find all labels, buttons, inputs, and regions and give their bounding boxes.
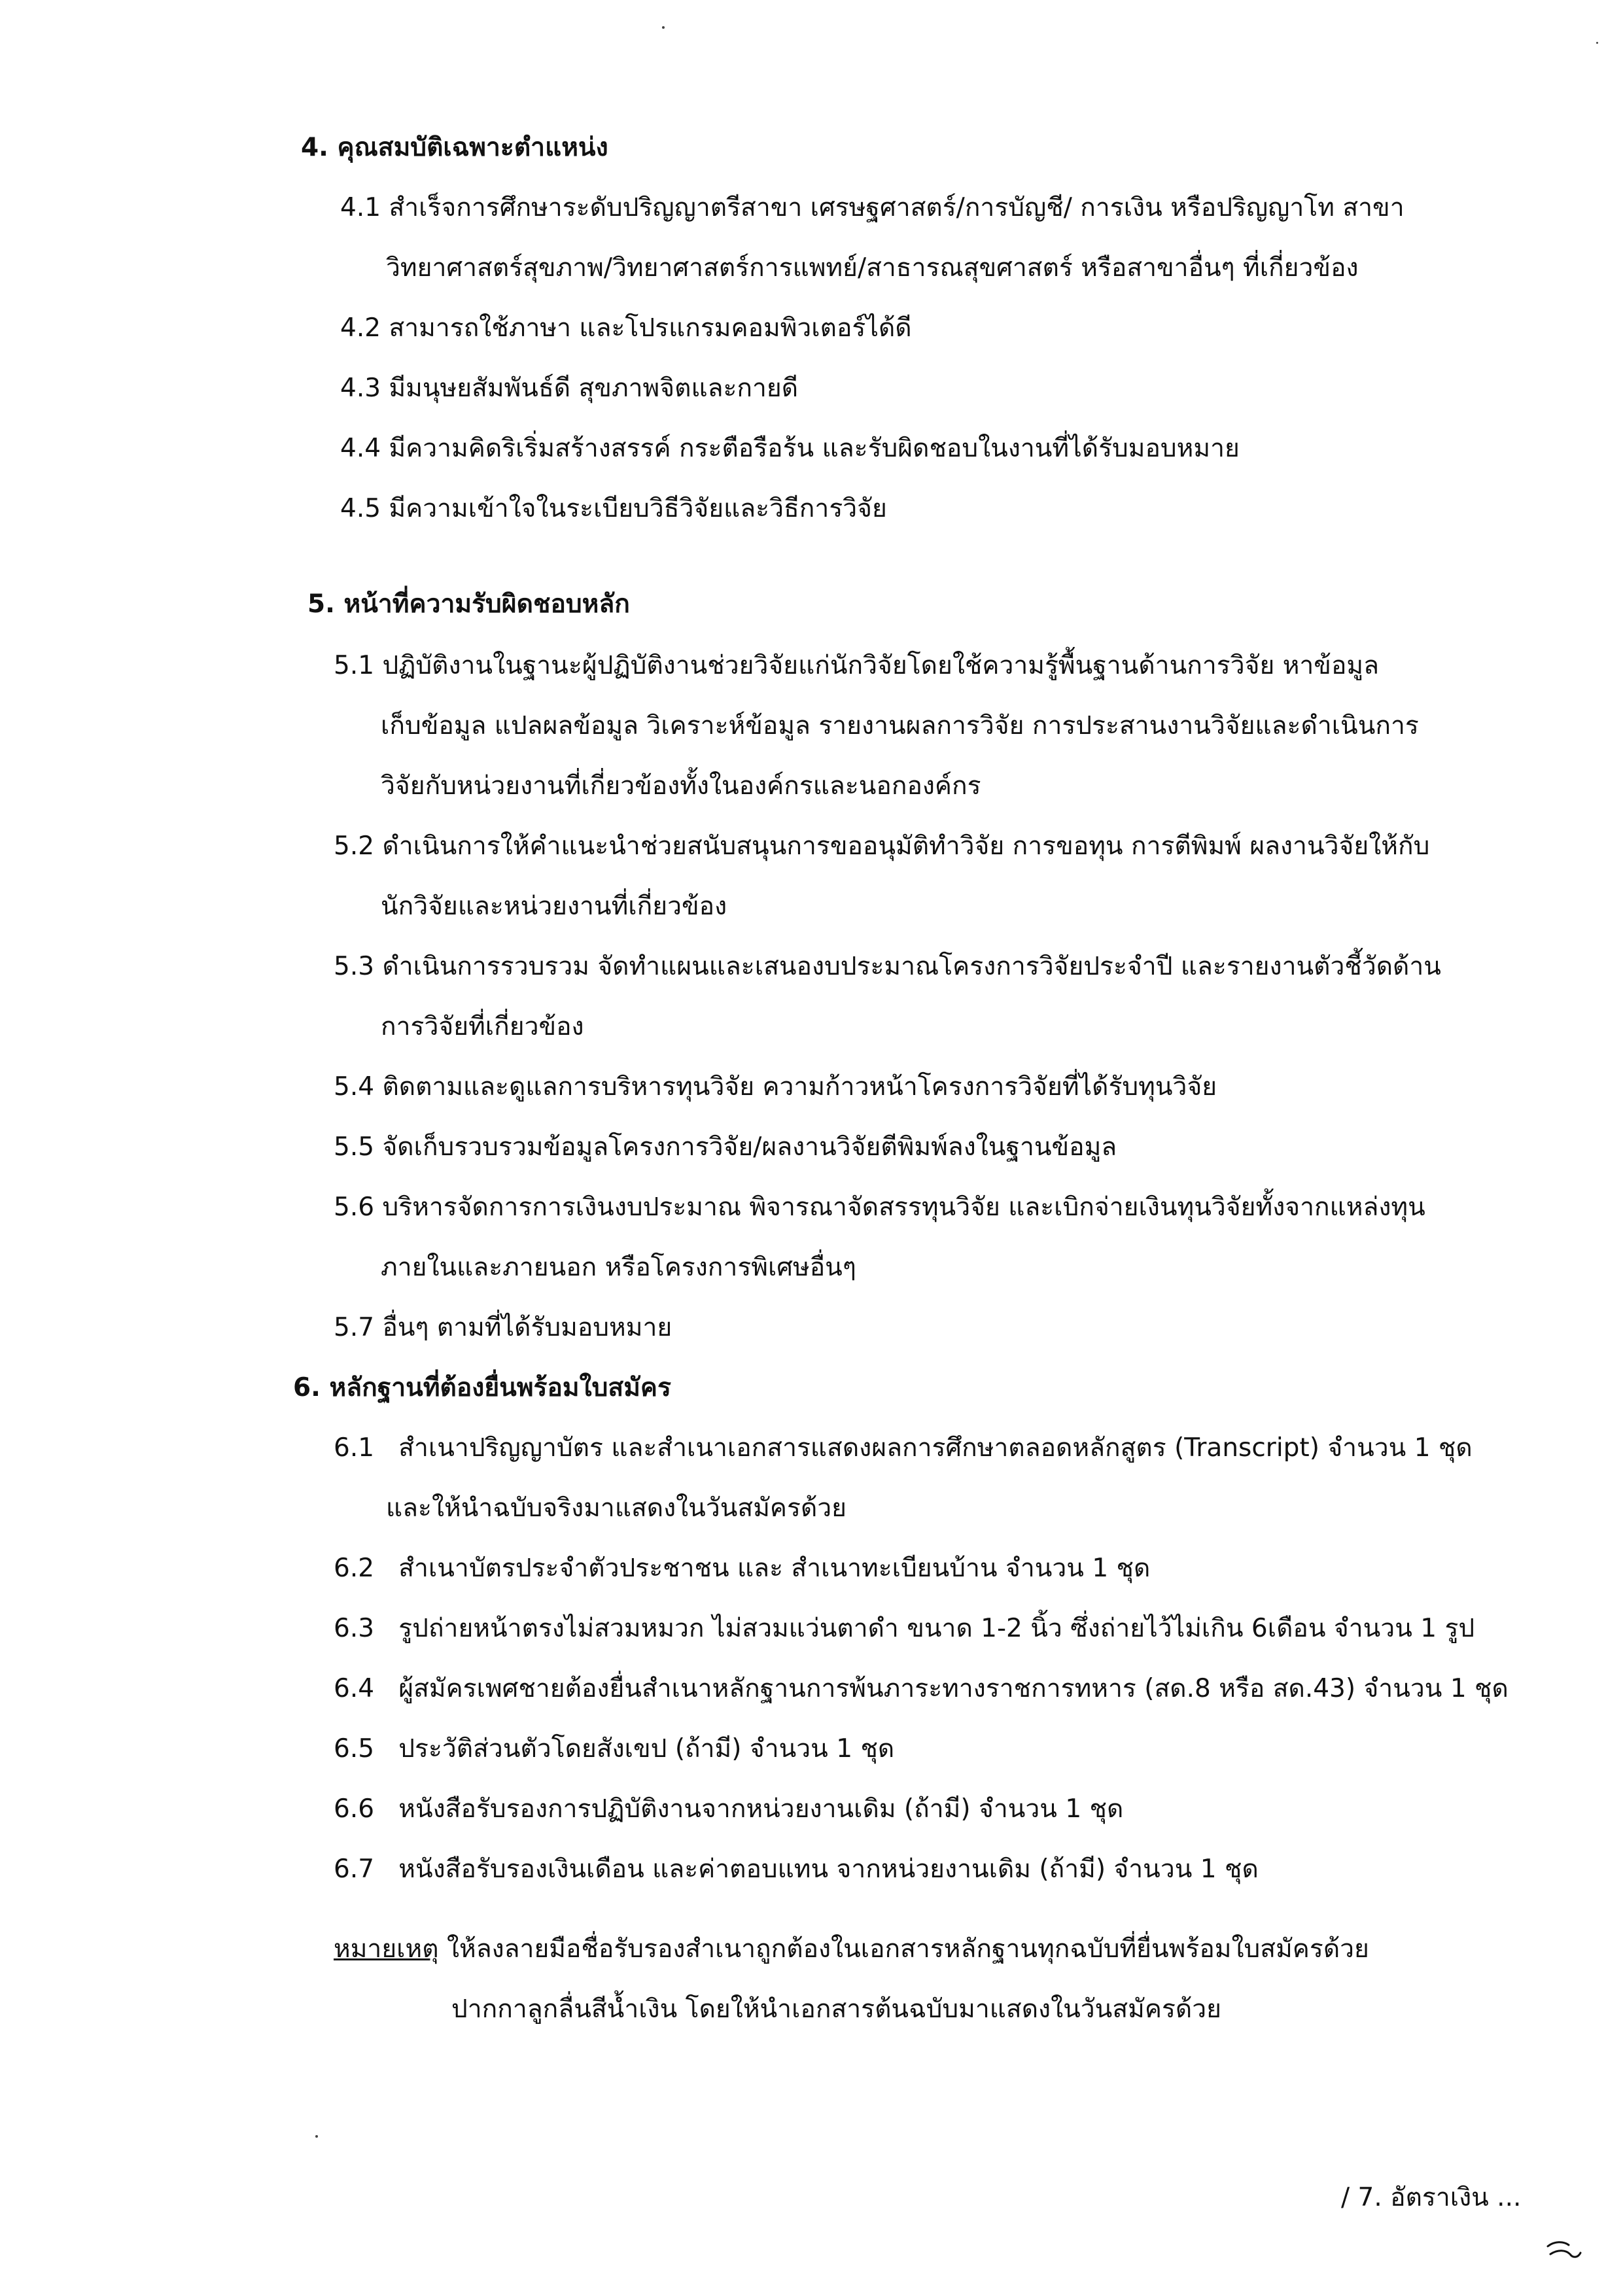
handwritten-page-mark — [1544, 2237, 1583, 2263]
list-item-4-4 — [340, 429, 1240, 468]
list-item-5-1-cont: เก็บข้อมูล แปลผลข้อมูล วิเคราะห์ข้อมูล รายงานผลการวิจัย การประสานงานวิจัยและดำเนินการ — [381, 711, 1419, 740]
item-number: 4.5 — [340, 494, 381, 523]
item-text: อื่นๆ ตามที่ได้รับมอบหมาย — [382, 1313, 672, 1342]
note-text: ให้ลงลายมือชื่อรับรองสำเนาถูกต้องในเอกสารหลักฐานทุกฉบับที่ยื่นพร้อมใบสมัครด้วย — [446, 1934, 1369, 1964]
list-item-6-1-cont: และให้นำฉบับจริงมาแสดงในวันสมัครด้วย — [386, 1493, 847, 1523]
scan-speck — [315, 2135, 318, 2138]
list-item-5-2 — [334, 827, 1429, 866]
item-number: 5.3 — [334, 952, 375, 981]
section-4-heading: 4. คุณสมบัติเฉพาะตำแหน่ง — [301, 133, 608, 162]
list-item-5-6-cont: ภายในและภายนอก หรือโครงการพิเศษอื่นๆ — [381, 1253, 856, 1282]
list-item-6-7 — [334, 1850, 1259, 1889]
item-number: 5.7 — [334, 1313, 375, 1342]
list-item-6-2 — [334, 1549, 1150, 1588]
list-item-5-1 — [334, 646, 1379, 686]
list-item-5-4 — [334, 1068, 1217, 1107]
scan-speck — [662, 26, 665, 29]
item-number: 6.1 — [334, 1433, 375, 1463]
note-cont: ปากกาลูกลื่นสีน้ำเงิน โดยให้นำเอกสารต้นฉบับมาแสดงในวันสมัครด้วย — [451, 1994, 1221, 2024]
list-item-6-5 — [334, 1730, 894, 1769]
item-text: สำเร็จการศึกษาระดับปริญญาตรีสาขา เศรษฐศาสตร์/การบัญชี/ การเงิน หรือปริญญาโท สาขา — [389, 193, 1405, 222]
item-text: ดำเนินการรวบรวม จัดทำแผนและเสนองบประมาณโครงการวิจัยประจำปี และรายงานตัวชี้วัดด้าน — [382, 952, 1441, 981]
list-item-4-3 — [340, 369, 798, 408]
item-number: 4.3 — [340, 374, 381, 403]
list-item-6-1 — [334, 1429, 1473, 1468]
item-number: 6.7 — [334, 1854, 375, 1884]
list-item-6-3 — [334, 1609, 1475, 1648]
item-text: ประวัติส่วนตัวโดยสังเขป (ถ้ามี) จำนวน 1 ชุด — [398, 1734, 895, 1764]
item-text: สำเนาบัตรประจำตัวประชาชน และ สำเนาทะเบียนบ้าน จำนวน 1 ชุด — [398, 1554, 1151, 1583]
item-text: ปฏิบัติงานในฐานะผู้ปฏิบัติงานช่วยวิจัยแก่นักวิจัยโดยใช้ความรู้พื้นฐานด้านการวิจัย หาข้อมูล — [382, 651, 1379, 680]
item-number: 6.3 — [334, 1614, 375, 1643]
list-item-5-6 — [334, 1188, 1425, 1227]
list-item-4-5 — [340, 489, 887, 529]
list-item-5-3 — [334, 947, 1441, 986]
item-number: 5.4 — [334, 1072, 375, 1102]
list-item-4-1-cont: วิทยาศาสตร์สุขภาพ/วิทยาศาสตร์การแพทย์/สาธารณสุขศาสตร์ หรือสาขาอื่นๆ ที่เกี่ยวข้อง — [386, 253, 1359, 283]
section-5-heading: 5. หน้าที่ความรับผิดชอบหลัก — [307, 589, 630, 619]
item-text: บริหารจัดการการเงินงบประมาณ พิจารณาจัดสรรทุนวิจัย และเบิกจ่ายเงินทุนวิจัยทั้งจากแหล่งทุน — [382, 1192, 1425, 1222]
item-number: 6.2 — [334, 1554, 375, 1583]
item-number: 5.1 — [334, 651, 375, 680]
note — [334, 1930, 1369, 1969]
item-number: 4.2 — [340, 313, 381, 343]
item-text: ติดตามและดูแลการบริหารทุนวิจัย ความก้าวหน้าโครงการวิจัยที่ได้รับทุนวิจัย — [382, 1072, 1217, 1102]
item-text: หนังสือรับรองการปฏิบัติงานจากหน่วยงานเดิม (ถ้ามี) จำนวน 1 ชุด — [398, 1794, 1124, 1824]
item-number: 5.5 — [334, 1132, 375, 1162]
list-item-4-1 — [340, 188, 1405, 228]
scan-speck — [1596, 42, 1598, 44]
item-number: 5.2 — [334, 831, 375, 861]
item-text: จัดเก็บรวบรวมข้อมูลโครงการวิจัย/ผลงานวิจัยตีพิมพ์ลงในฐานข้อมูล — [382, 1132, 1117, 1162]
list-item-6-6 — [334, 1790, 1123, 1829]
item-text: ดำเนินการให้คำแนะนำช่วยสนับสนุนการขออนุมัติทำวิจัย การขอทุน การตีพิมพ์ ผลงานวิจัยให้กับ — [382, 831, 1430, 861]
item-text: สามารถใช้ภาษา และโปรแกรมคอมพิวเตอร์ได้ดี — [389, 313, 912, 343]
list-item-5-5 — [334, 1128, 1117, 1167]
list-item-5-1-cont: วิจัยกับหน่วยงานที่เกี่ยวข้องทั้งในองค์กรและนอกองค์กร — [381, 771, 981, 801]
item-number: 4.4 — [340, 434, 381, 463]
item-text: ผู้สมัครเพศชายต้องยื่นสำเนาหลักฐานการพ้นภาระทางราชการทหาร (สด.8 หรือ สด.43) จำนวน 1 ชุด — [398, 1674, 1509, 1703]
item-text: มีความเข้าใจในระเบียบวิธีวิจัยและวิธีการวิจัย — [389, 494, 887, 523]
item-number: 6.4 — [334, 1674, 375, 1703]
item-number: 5.6 — [334, 1192, 375, 1222]
list-item-4-2 — [340, 309, 912, 348]
item-text: มีมนุษยสัมพันธ์ดี สุขภาพจิตและกายดี — [389, 374, 799, 403]
item-number: 6.6 — [334, 1794, 375, 1824]
item-number: 4.1 — [340, 193, 381, 222]
note-label: หมายเหตุ — [334, 1934, 439, 1964]
item-text: มีความคิดริเริ่มสร้างสรรค์ กระตือรือร้น และรับผิดชอบในงานที่ได้รับมอบหมาย — [389, 434, 1240, 463]
list-item-5-3-cont: การวิจัยที่เกี่ยวข้อง — [381, 1012, 584, 1041]
continuation-reference: / 7. อัตราเงิน ... — [1341, 2183, 1522, 2212]
list-item-5-7 — [334, 1308, 672, 1348]
list-item-5-2-cont: นักวิจัยและหน่วยงานที่เกี่ยวข้อง — [381, 892, 727, 921]
item-text: หนังสือรับรองเงินเดือน และค่าตอบแทน จากหน่วยงานเดิม (ถ้ามี) จำนวน 1 ชุด — [398, 1854, 1259, 1884]
item-number: 6.5 — [334, 1734, 375, 1764]
list-item-6-4 — [334, 1669, 1509, 1709]
item-text: รูปถ่ายหน้าตรงไม่สวมหมวก ไม่สวมแว่นตาดำ ขนาด 1-2 นิ้ว ซึ่งถ่ายไว้ไม่เกิน 6เดือน จำนวน 1 รูป — [398, 1614, 1475, 1643]
section-6-heading: 6. หลักฐานที่ต้องยื่นพร้อมใบสมัคร — [293, 1373, 671, 1402]
item-text: สำเนาปริญญาบัตร และสำเนาเอกสารแสดงผลการศึกษาตลอดหลักสูตร (Transcript) จำนวน 1 ชุด — [398, 1433, 1473, 1463]
